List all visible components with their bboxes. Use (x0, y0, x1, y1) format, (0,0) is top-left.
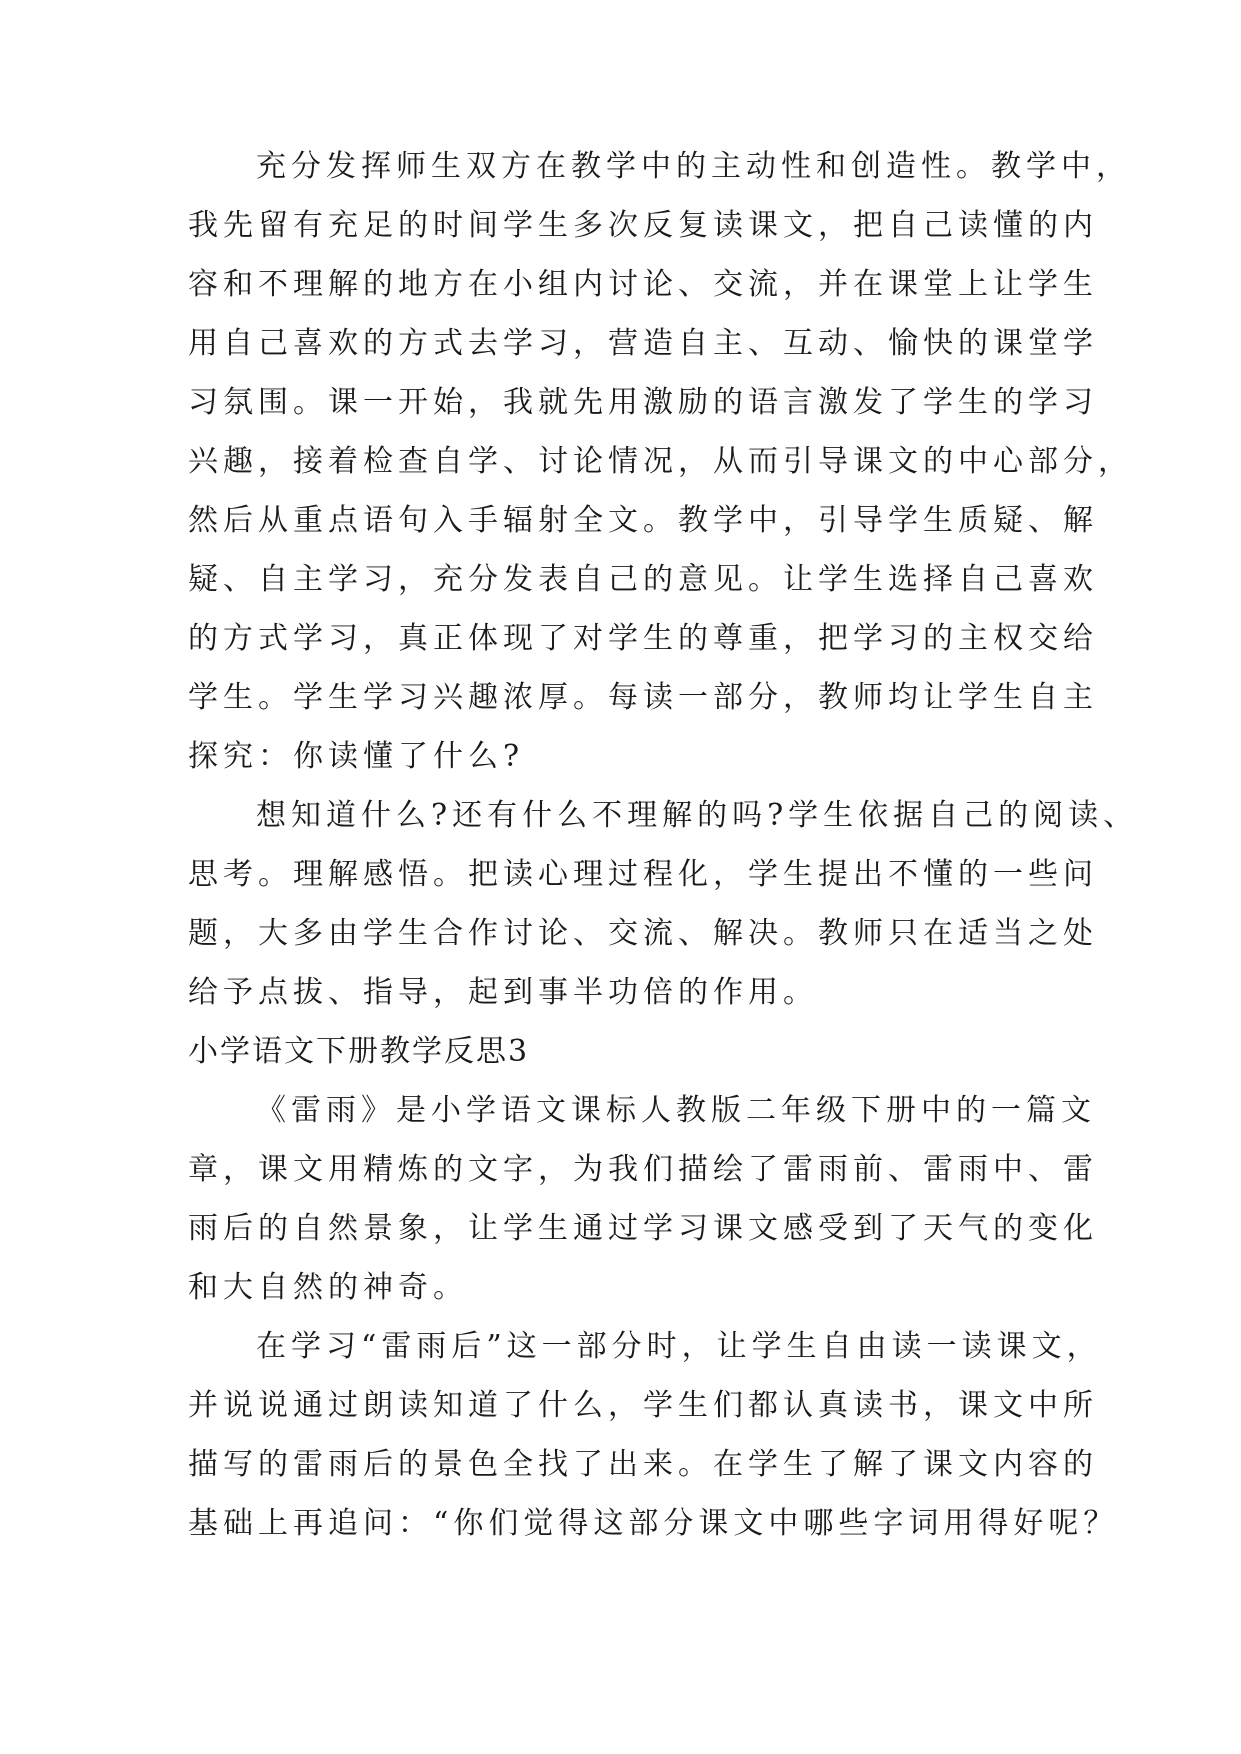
text-line: 然后从重点语句入手辐射全文。教学中，引导学生质疑、解 (188, 503, 1098, 538)
paragraph-2 (188, 786, 1139, 1022)
text-line: 描写的雷雨后的景色全找了出来。在学生了解了课文内容的 (188, 1447, 1098, 1482)
text-line: 章，课文用精炼的文字，为我们描绘了雷雨前、雷雨中、雷 (188, 1152, 1098, 1187)
text-line: 和大自然的神奇。 (188, 1270, 468, 1305)
text-line: 充分发挥师生双方在教学中的主动性和创造性。教学中， (256, 149, 1131, 184)
text-line: 探究：你读懂了什么? (188, 739, 525, 774)
section-title: 小学语文下册教学反思3 (188, 1034, 530, 1069)
text-line: 雨后的自然景象，让学生通过学习课文感受到了天气的变化 (188, 1211, 1098, 1246)
document-body (188, 137, 1139, 1553)
text-line: 思考。理解感悟。把读心理过程化，学生提出不懂的一些问 (188, 857, 1098, 892)
text-line: 《雷雨》是小学语文课标人教版二年级下册中的一篇文 (256, 1093, 1096, 1128)
text-line: 疑、自主学习，充分发表自己的意见。让学生选择自己喜欢 (188, 562, 1098, 597)
text-line: 习氛围。课一开始，我就先用激励的语言激发了学生的学习 (188, 385, 1098, 420)
paragraph-3 (188, 1081, 1098, 1317)
text-line: 用自己喜欢的方式去学习，营造自主、互动、愉快的课堂学 (188, 326, 1098, 361)
paragraph-4 (188, 1317, 1119, 1553)
paragraph-1 (188, 137, 1133, 786)
text-line: 基础上再追问：“你们觉得这部分课文中哪些字词用得好呢？ (188, 1506, 1119, 1541)
text-line: 并说说通过朗读知道了什么，学生们都认真读书，课文中所 (188, 1388, 1098, 1423)
text-line: 容和不理解的地方在小组内讨论、交流，并在课堂上让学生 (188, 267, 1098, 302)
text-line: 兴趣，接着检查自学、讨论情况，从而引导课文的中心部分， (188, 444, 1133, 479)
text-line: 的方式学习，真正体现了对学生的尊重，把学习的主权交给 (188, 621, 1098, 656)
text-line: 我先留有充足的时间学生多次反复读课文，把自己读懂的内 (188, 208, 1098, 243)
text-line: 想知道什么?还有什么不理解的吗?学生依据自己的阅读、 (256, 798, 1139, 833)
text-line: 学生。学生学习兴趣浓厚。每读一部分，教师均让学生自主 (188, 680, 1098, 715)
text-line: 在学习“雷雨后”这一部分时，让学生自由读一读课文， (256, 1329, 1102, 1364)
text-line: 题，大多由学生合作讨论、交流、解决。教师只在适当之处 (188, 916, 1098, 951)
text-line: 给予点拔、指导，起到事半功倍的作用。 (188, 975, 818, 1010)
